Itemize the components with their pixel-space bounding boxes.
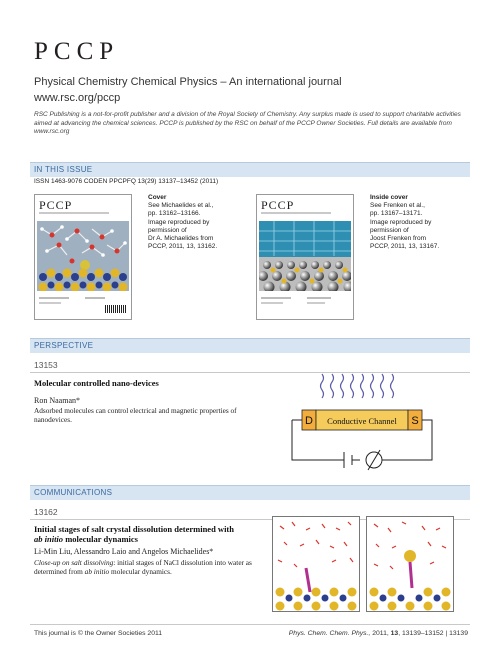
section-heading: COMMUNICATIONS — [34, 488, 113, 497]
article-description: Adsorbed molecules can control electrical and magnetic properties of nanodevices. — [34, 406, 237, 424]
cover-caption: Cover See Michaelides et al., pp. 13162–13166. Image reproduced by permission of Dr A. Michaelides from PCCP, 2011, 13, 13162. — [148, 194, 218, 251]
issn-line: ISSN 1463-9076 CODEN PPCPFQ 13(29) 13137–13452 (2011) — [34, 178, 219, 185]
publisher-blurb: RSC Publishing is a not-for-profit publisher and a division of the Royal Society of Chemistry. Any surplus made is used to support charitable activities aimed at advancing the chemical sciences. PCCP is published by the RSC on behalf of the PCCP Owner Societies. Full details are available from www.rsc.org — [34, 111, 461, 135]
section-heading: IN THIS ISSUE — [34, 165, 93, 174]
source-label: S — [411, 415, 419, 427]
article-authors: Li-Min Liu, Alessandro Laio and Angelos Michaelides* — [34, 547, 214, 556]
article-page-number: 13153 — [34, 360, 58, 370]
dissolution-image-left — [272, 516, 360, 612]
channel-label: Conductive Channel — [327, 416, 397, 426]
footer-citation: Phys. Chem. Chem. Phys., 2011, 13, 13139–13152 | 13139 — [288, 630, 468, 637]
inside-cover-image[interactable] — [256, 194, 354, 320]
drain-label: D — [305, 415, 313, 427]
cover-rule — [261, 212, 331, 214]
article-title[interactable]: Molecular controlled nano-devices — [34, 378, 159, 388]
cover-mini-title: PCCP — [261, 198, 295, 212]
dissolution-image-right — [366, 516, 454, 612]
article-page-number: 13162 — [34, 507, 58, 517]
journal-logo: PCCP — [34, 38, 120, 65]
cover-image[interactable] — [34, 194, 132, 320]
cover-caption-label: Cover — [148, 194, 167, 201]
footer-divider — [30, 624, 470, 625]
article-authors: Ron Naaman* — [34, 396, 80, 405]
section-bar-in-this-issue — [30, 162, 470, 177]
article-title[interactable]: Initial stages of salt crystal dissolution determined with ab initio molecular dynamics — [34, 524, 234, 544]
journal-subtitle: Physical Chemistry Chemical Physics – An international journal — [34, 76, 342, 88]
section-bar-perspective — [30, 338, 470, 353]
cover-rule — [39, 212, 109, 214]
article-description: Close-up on salt dissolving: initial stages of NaCl dissolution into water as determined from ab initio molecular dynamics. — [34, 558, 252, 576]
section-bar-communications — [30, 485, 470, 500]
inside-cover-caption: Inside cover See Frenken et al., pp. 13167–13171. Image reproduced by permission of Joost Frenken from PCCP, 2011, 13, 13167. — [370, 194, 440, 251]
section-heading: PERSPECTIVE — [34, 341, 94, 350]
inside-cover-illustration — [259, 221, 351, 291]
cover-illustration — [37, 221, 129, 291]
inside-cover-caption-label: Inside cover — [370, 194, 408, 201]
footer-copyright: This journal is © the Owner Societies 2011 — [34, 630, 163, 637]
nano-device-diagram — [282, 370, 442, 480]
cover-mini-title: PCCP — [39, 198, 73, 212]
barcode — [105, 305, 127, 313]
journal-url[interactable]: www.rsc.org/pccp — [34, 92, 121, 104]
